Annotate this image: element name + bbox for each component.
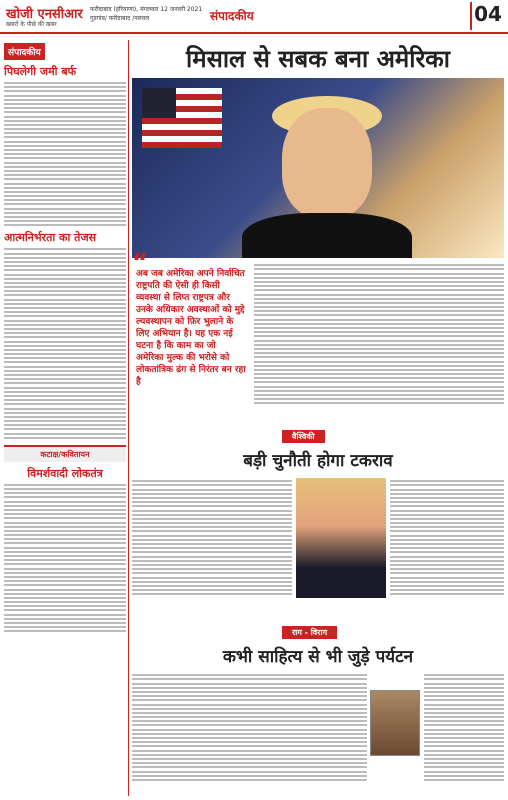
story3-body-right (424, 672, 504, 796)
story2-body-right (390, 478, 504, 608)
main-headline: मिसाल से सबक बना अमेरिका (186, 45, 450, 73)
edition-line: गुडगांव/ फरीदाबाद /पलवल (90, 15, 150, 22)
left-story1-headline: पिघलेगी जमी बर्फ (4, 65, 77, 78)
column-tag: संपादकीय (4, 43, 45, 60)
page-number: 04 (470, 2, 504, 30)
story3-tag: राग - विराग (282, 626, 337, 639)
photo-face (282, 108, 372, 218)
dateline: फरीदाबाद (हरियाणा), मंगलवार 12 जनवरी 2021 (90, 6, 203, 13)
left-story2-headline: आत्मनिर्भरता का तेजस (4, 231, 97, 245)
story3-photo (370, 690, 420, 756)
story2-photo (296, 478, 386, 598)
page-header (0, 0, 508, 34)
section-title: संपादकीय (210, 9, 254, 23)
photo-suit (242, 213, 412, 258)
left-column (4, 40, 126, 796)
left-story3-body (4, 484, 126, 633)
story2-tag: वैश्विकी (282, 430, 325, 443)
left-story3-headline: विमर्शवादी लोकतंत्र (27, 466, 103, 480)
pull-quote: “ अब जब अमेरिका अपने निर्वाचित राष्ट्रपति की ऐसी ही किसी व्यवस्था से लिप्त राष्ट्रपत्र और उनके अधिकार अवस्थाओं को मुद्दे ल्यवस्थापन को फ़िर भुलाने के लिए अभियान है। यह एक नई घटना है कि काम का जो अमेरिका मुल्क की भरोसे को लोकतांत्रिक ढंग से निरंतर बन रहा है (132, 262, 250, 422)
column-divider (128, 40, 129, 796)
story3-band (132, 626, 504, 640)
story3-body-left (132, 672, 367, 796)
story2-headline: बड़ी चुनौती होगा टकराव (243, 451, 393, 471)
brand-tagline: खबरों के पीछे की खबर (6, 21, 57, 28)
left-story1-body (4, 82, 126, 226)
brand-logo: खोजी एनसीआर (6, 7, 83, 22)
left-story2-body (4, 248, 126, 438)
main-photo (132, 78, 504, 258)
story2-band (132, 430, 504, 444)
left-box-tag: कटाक्ष/कवितायन (4, 445, 126, 462)
story3-headline: कभी साहित्य से भी जुड़े पर्यटन (222, 647, 414, 667)
main-story-body (254, 262, 504, 422)
story2-body-left (132, 478, 292, 608)
flag-graphic (142, 88, 222, 148)
